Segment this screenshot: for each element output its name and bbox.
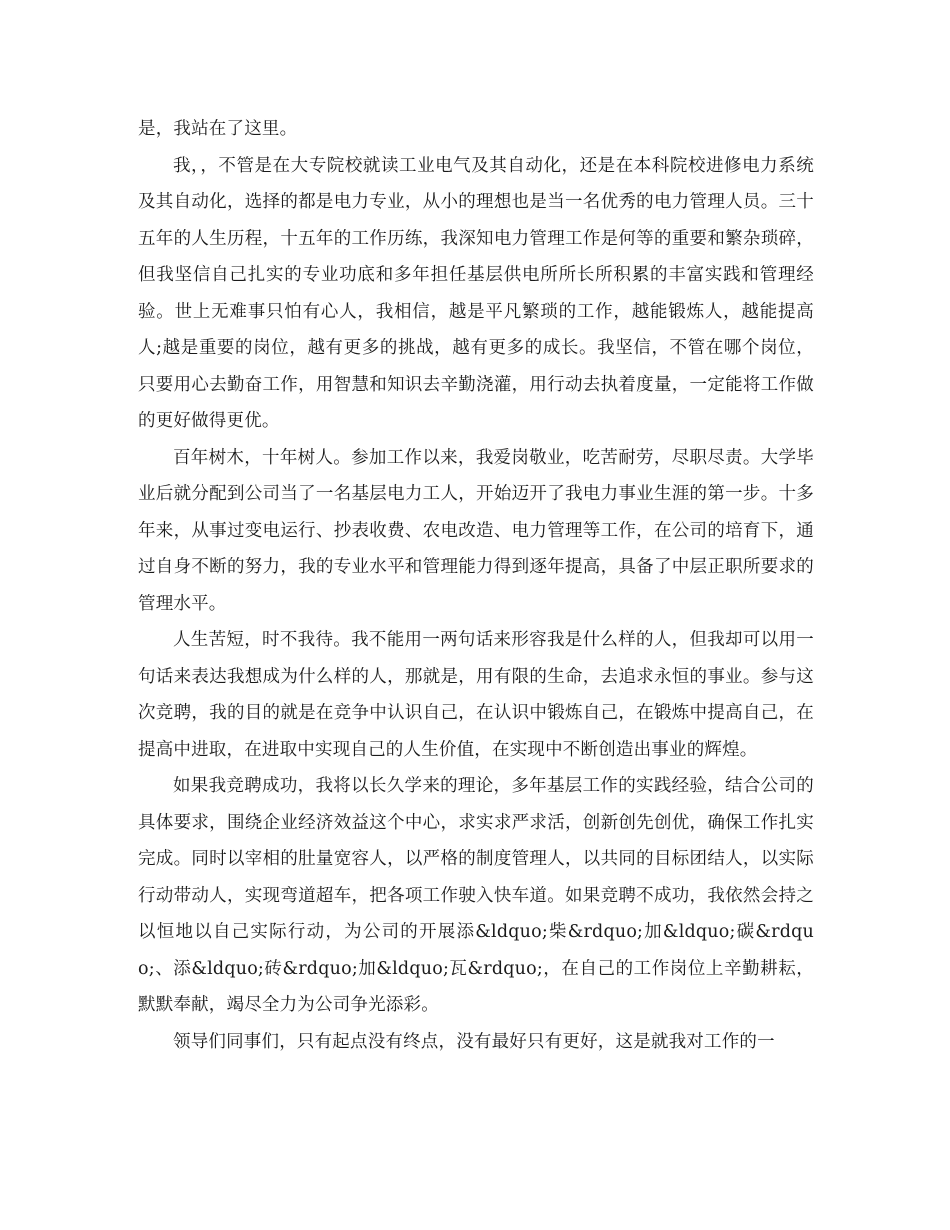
paragraph-closing: 领导们同事们，只有起点没有终点，没有最好只有更好，这是就我对工作的一 (173, 1031, 775, 1052)
paragraph-background: 我，，不管是在大专院校就读工业电气及其自动化，还是在本科院校进修电力系统及其自动化，选择的都是电力专业，从小的理想也是当一名优秀的电力管理人员。三十五年的人生历程，十五年的工作历练，我深知电力管理工作是何等的重要和繁杂琐碎，但我坚信自己扎实的专业功底和多年担任基层供电所所长所积累的丰富实践和管理经验。世上无难事只怕有心人，我相信，越是平凡繁琐的工作，越能锻炼人，越能提高人;越是重要的岗位，越有更多的挑战，越有更多的成长。我坚信，不管在哪个岗位，只要用心去勤奋工作，用智慧和知识去辛勤浇灌，用行动去执着度量，一定能将工作做的更好做得更优。 (138, 155, 814, 431)
paragraph-continuation: 是，我站在了这里。 (138, 119, 298, 139)
paragraph-experience: 百年树木，十年树人。参加工作以来，我爱岗敬业，吃苦耐劳，尽职尽责。大学毕业后就分配到公司当了一名基层电力工人，开始迈开了我电力事业生涯的第一步。十多年来，从事过变电运行、抄表收费、农电改造、电力管理等工作，在公司的培育下，通过自身不断的努力，我的专业水平和管理能力得到逐年提高，具备了中层正职所要求的管理水平。 (138, 447, 814, 614)
paragraph-motivation: 人生苦短，时不我待。我不能用一两句话来形容我是什么样的人，但我却可以用一句话来表达我想成为什么样的人，那就是，用有限的生命，去追求永恒的事业。参与这次竞聘，我的目的就是在竞争中认识自己，在认识中锻炼自己，在锻炼中提高自己，在提高中进取，在进取中实现自己的人生价值，在实现中不断创造出事业的辉煌。 (138, 630, 814, 760)
paragraph-plan: 如果我竞聘成功，我将以长久学来的理论，多年基层工作的实践经验，结合公司的具体要求，围绕企业经济效益这个中心，求实求严求活，创新创先创优，确保工作扎实完成。同时以宰相的肚量宽容人，以严格的制度管理人，以共同的目标团结人，以实际行动带动人，实现弯道超车，把各项工作驶入快车道。如果竞聘不成功，我依然会持之以恒地以自己实际行动，为公司的开展添&ldquo;柴&rdquo;加&ldquo;碳&rdquo;、添&ldquo;砖&rdquo;加&ldquo;瓦&rdquo;，在自己的工作岗位上辛勤耕耘，默默奉献，竭尽全力为公司争光添彩。 (138, 776, 814, 1015)
document-body (138, 111, 814, 1060)
